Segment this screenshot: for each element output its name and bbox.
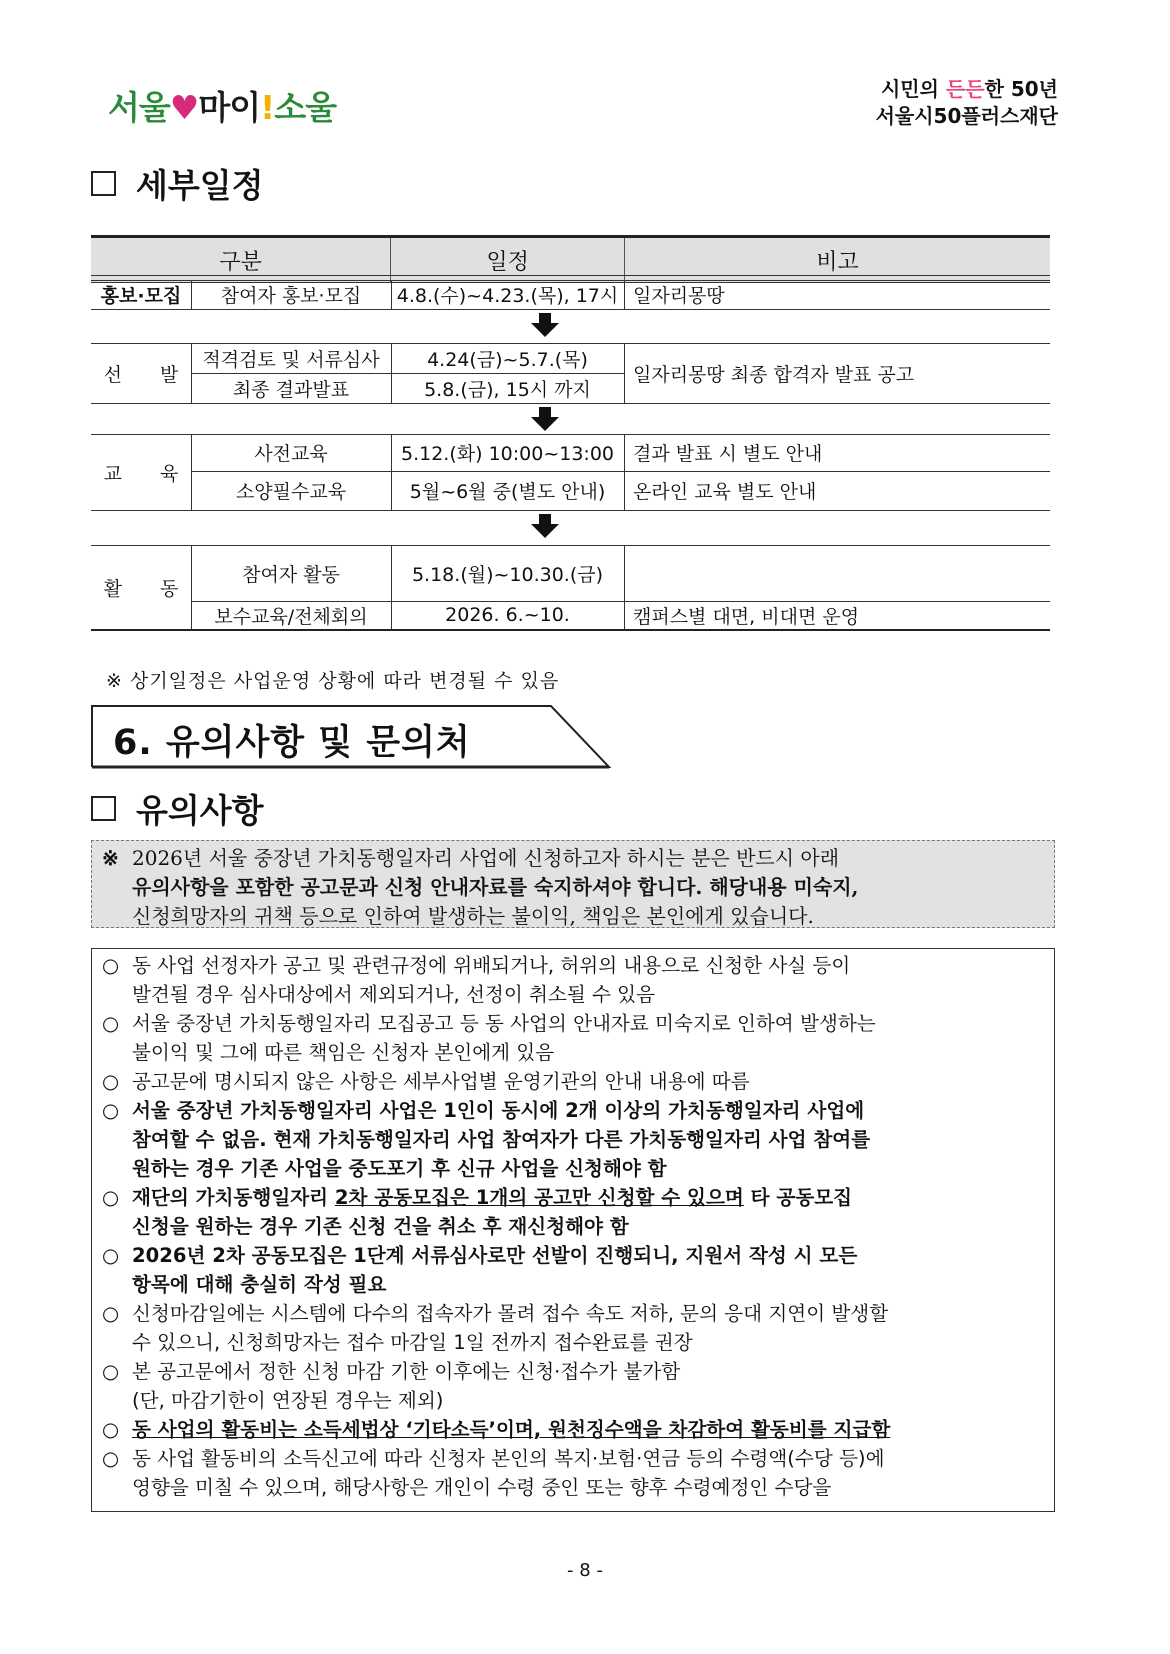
list-item (102, 1067, 1044, 1096)
row-border (91, 403, 1050, 404)
checkbox-square-icon (91, 171, 116, 196)
section-heading-notice (91, 785, 264, 832)
circle-bullet-icon: ○ (102, 1302, 120, 1325)
page-number: - 8 - (567, 1560, 603, 1581)
tagline-highlight: 든든 (945, 77, 985, 101)
activity-item-2: 보수교육/전체회의 (214, 605, 368, 628)
edu-note-1: 결과 발표 시 별도 안내 (633, 443, 823, 465)
notice-line (102, 902, 1044, 931)
list-item (102, 1357, 1044, 1415)
down-arrow-icon (531, 313, 559, 339)
item-text: 영향을 미칠 수 있으며, 해당사항은 개인이 수령 중인 또는 향후 수령예정인 수당을 (132, 1476, 832, 1499)
list-item (102, 1415, 1044, 1444)
item-text: 신청마감일에는 시스템에 다수의 접속자가 몰려 접수 속도 저하, 문의 응대 지연이 발생할 (132, 1302, 889, 1325)
select-category: 선 발 (103, 363, 179, 386)
select-date-2: 5.8.(금), 15시 까지 (424, 378, 591, 401)
section-heading-schedule (91, 160, 264, 207)
list-item (102, 1183, 1044, 1241)
col-border (624, 545, 625, 629)
item-text: 항목에 대해 충실히 작성 필요 (132, 1273, 387, 1296)
activity-item-1: 참여자 활동 (242, 563, 340, 586)
item-text: 타 공동모집 (743, 1186, 853, 1209)
circle-bullet-icon: ○ (102, 1012, 120, 1035)
section-banner (91, 705, 611, 769)
logo-text-soul: 소울 (274, 88, 336, 127)
exclamation-icon: ! (260, 88, 275, 127)
schedule-footnote: ※ 상기일정은 사업운영 상황에 따라 변경될 수 있음 (106, 670, 560, 692)
activity-category: 활 동 (103, 577, 179, 600)
item-text-underlined: 동 사업의 활동비는 소득세법상 ‘기타소득’이며, 원천징수액을 차감하여 활동비를 지급함 (132, 1418, 891, 1441)
tagline-part: 시민의 (880, 77, 946, 101)
circle-bullet-icon: ○ (102, 1447, 120, 1470)
promo-date: 4.8.(수)~4.23.(목), 17시 (396, 285, 619, 307)
activity-date-2: 2026. 6.~10. (445, 604, 570, 626)
select-date-1: 4.24(금)~5.7.(목) (427, 348, 588, 371)
edu-category: 교 육 (103, 462, 179, 485)
notice-line (102, 844, 1044, 873)
circle-bullet-icon: ○ (102, 1244, 120, 1267)
item-text-underlined: 2차 공동모집은 1개의 공고만 신청할 수 있으며 (334, 1186, 744, 1209)
activity-note-1 (633, 545, 1043, 601)
item-text: 수 있으니, 신청희망자는 접수 마감일 1일 전까지 접수완료를 권장 (132, 1331, 693, 1354)
item-text: 서울 중장년 가치동행일자리 사업은 1인이 동시에 2개 이상의 가치동행일자리 사업에 (132, 1099, 865, 1122)
circle-bullet-icon: ○ (102, 954, 120, 977)
reference-mark: ※ (102, 846, 119, 870)
promo-note: 일자리몽땅 (633, 285, 725, 307)
schedule-table (91, 235, 1050, 635)
edu-note-2: 온라인 교육 별도 안내 (633, 481, 817, 503)
down-arrow-icon (531, 514, 559, 540)
col-border (624, 280, 625, 309)
edu-date-2: 5월~6월 중(별도 안내) (409, 481, 606, 503)
row-border (91, 309, 1050, 310)
section-title: 세부일정 (136, 166, 264, 205)
select-item-2: 최종 결과발표 (232, 378, 350, 401)
notice-line (102, 873, 1044, 902)
banner-title: 6. 유의사항 및 문의처 (113, 723, 471, 763)
activity-date-1: 5.18.(월)~10.30.(금) (411, 563, 604, 586)
item-text: 동 사업 활동비의 소득신고에 따라 신청자 본인의 복지·보험·연금 등의 수령액(수당 등)에 (132, 1447, 885, 1470)
activity-note-2: 캠퍼스별 대면, 비대면 운영 (633, 605, 860, 628)
select-note: 일자리몽땅 최종 합격자 발표 공고 (633, 363, 915, 386)
checkbox-square-icon (91, 796, 116, 821)
item-text: (단, 마감기한이 연장된 경우는 제외) (132, 1389, 444, 1412)
notice-text: 2026년 서울 중장년 가치동행일자리 사업에 신청하고자 하시는 분은 반드시 아래 (132, 846, 840, 870)
promo-category: 홍보·모집 (100, 285, 182, 307)
header-category: 구분 (219, 249, 262, 275)
item-text: 본 공고문에서 정한 신청 마감 기한 이후에는 신청·접수가 불가함 (132, 1360, 681, 1383)
item-text: 재단의 가치동행일자리 (132, 1186, 335, 1209)
edu-item-1: 사전교육 (254, 443, 328, 465)
notice-text: 유의사항을 포함한 공고문과 신청 안내자료를 숙지하셔야 합니다. 해당내용 미숙지, (132, 875, 859, 899)
circle-bullet-icon: ○ (102, 1070, 120, 1093)
col-border (624, 343, 625, 403)
caution-list (91, 948, 1055, 1512)
list-item (102, 1444, 1044, 1502)
tagline-part: 한 50년 (984, 77, 1058, 101)
notice-box (91, 840, 1055, 928)
edu-item-2: 소양필수교육 (235, 481, 347, 503)
down-arrow-icon (531, 407, 559, 433)
foundation-tagline (876, 76, 1058, 130)
row-border (91, 275, 1050, 276)
header-date: 일정 (390, 238, 624, 282)
list-item (102, 951, 1044, 1009)
list-item (102, 1241, 1044, 1299)
item-text: 원하는 경우 기존 사업을 중도포기 후 신규 사업을 신청해야 함 (132, 1157, 667, 1180)
heart-icon: ♥ (169, 88, 199, 127)
section-title: 유의사항 (136, 791, 264, 830)
logo-text-seoul: 서울 (108, 88, 170, 127)
item-text: 공고문에 명시되지 않은 사항은 세부사업별 운영기관의 안내 내용에 따름 (132, 1070, 750, 1093)
list-item (102, 1096, 1044, 1183)
circle-bullet-icon: ○ (102, 1418, 120, 1441)
item-text: 발견될 경우 심사대상에서 제외되거나, 선정이 취소될 수 있음 (132, 983, 656, 1006)
circle-bullet-icon: ○ (102, 1099, 120, 1122)
circle-bullet-icon: ○ (102, 1186, 120, 1209)
header-note: 비고 (624, 238, 1050, 282)
tagline-line1 (876, 76, 1058, 103)
row-border (91, 510, 1050, 511)
item-text: 불이익 및 그에 따른 책임은 신청자 본인에게 있음 (132, 1041, 555, 1064)
item-text: 동 사업 선정자가 공고 및 관련규정에 위배되거나, 허위의 내용으로 신청한 사실 등이 (132, 954, 851, 977)
edu-date-1: 5.12.(화) 10:00~13:00 (401, 443, 614, 465)
select-item-1: 적격검토 및 서류심사 (202, 348, 380, 371)
seoul-my-soul-logo (108, 82, 336, 129)
item-text: 서울 중장년 가치동행일자리 모집공고 등 동 사업의 안내자료 미숙지로 인하여 발생하는 (132, 1012, 876, 1035)
circle-bullet-icon: ○ (102, 1360, 120, 1383)
tagline-line2: 서울시50플러스재단 (875, 104, 1058, 128)
list-item (102, 1299, 1044, 1357)
item-text: 신청을 원하는 경우 기존 신청 건을 취소 후 재신청해야 함 (132, 1215, 629, 1238)
notice-text: 신청희망자의 귀책 등으로 인하여 발생하는 불이익, 책임은 본인에게 있습니다. (132, 904, 814, 928)
promo-item: 참여자 홍보·모집 (220, 285, 362, 307)
list-item (102, 1009, 1044, 1067)
item-text: 2026년 2차 공동모집은 1단계 서류심사로만 선발이 진행되니, 지원서 작성 시 모든 (132, 1244, 858, 1267)
logo-text-my: 마이 (198, 88, 261, 127)
row-border (91, 629, 1050, 631)
item-text: 참여할 수 없음. 현재 가치동행일자리 사업 참여자가 다른 가치동행일자리 사업 참여를 (132, 1128, 871, 1151)
col-border (624, 434, 625, 510)
